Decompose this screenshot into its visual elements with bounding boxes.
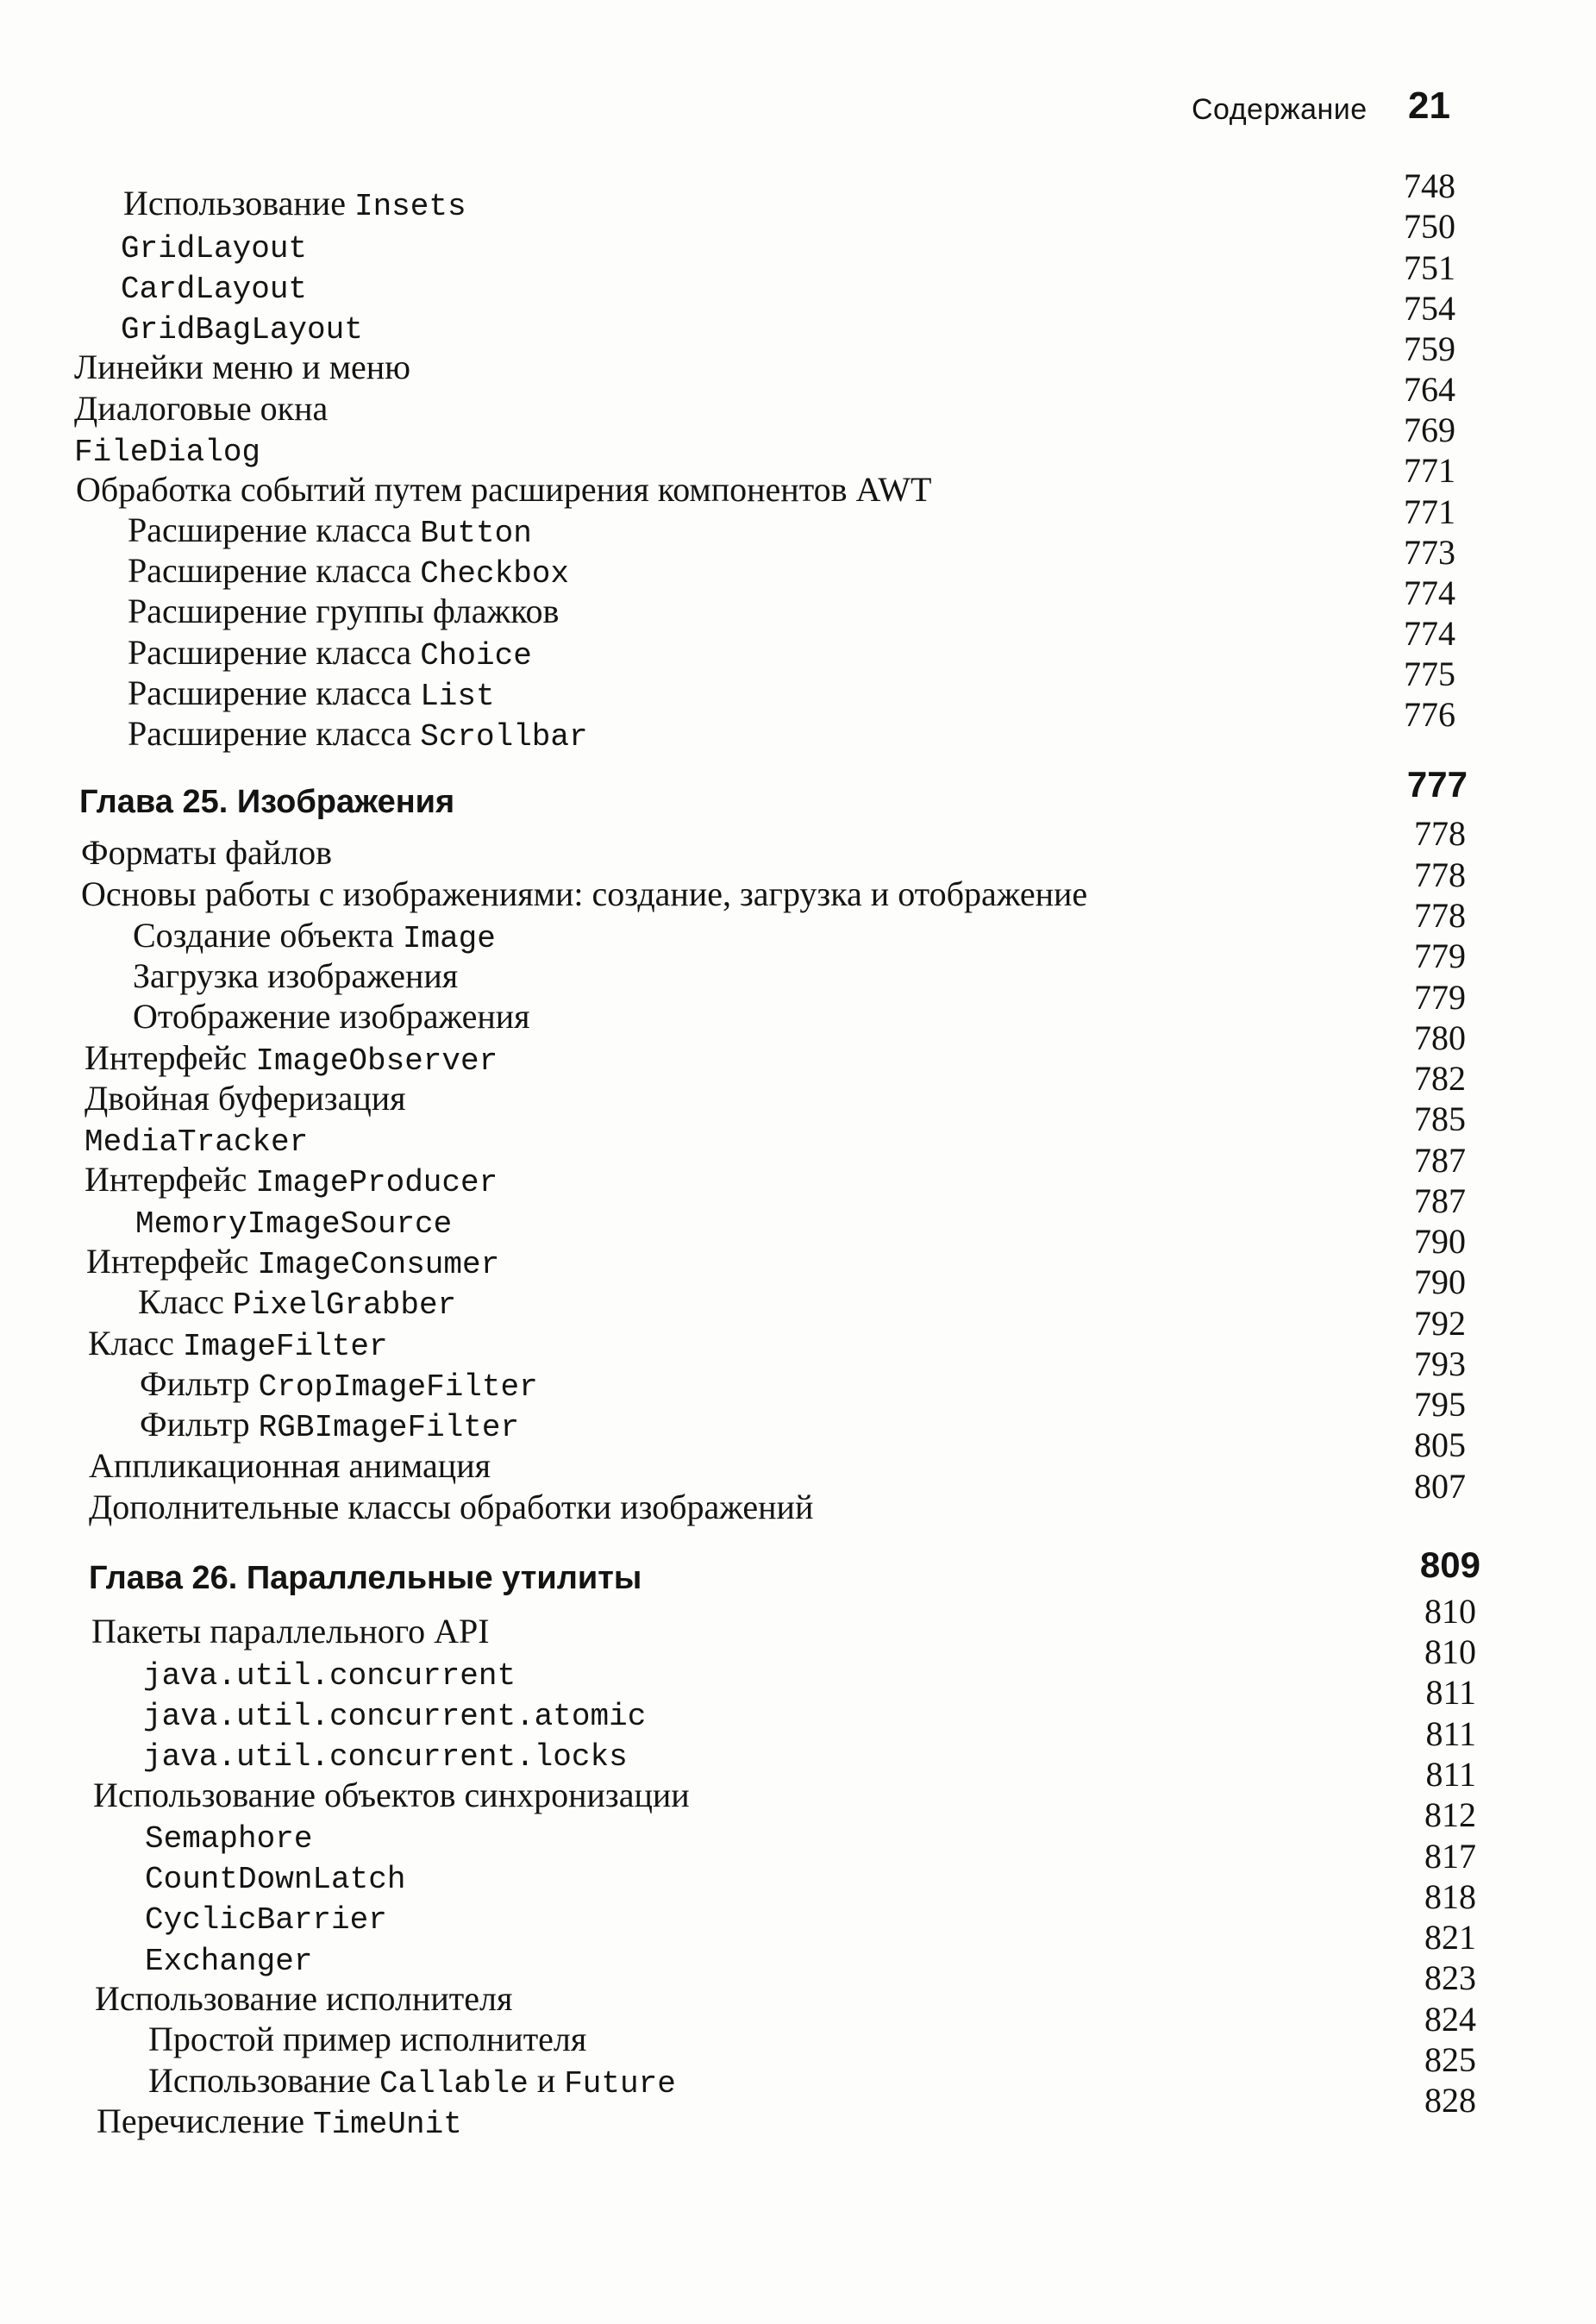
toc-entry-text: Фильтр xyxy=(140,1405,259,1444)
toc-entry-text: Аппликационная анимация xyxy=(89,1446,491,1485)
toc-entry-code: GridBagLayout xyxy=(121,312,363,348)
toc-page-number: 751 xyxy=(1404,248,1455,287)
toc-entry xyxy=(81,832,332,874)
toc-entry xyxy=(128,673,495,714)
toc-entry xyxy=(86,1241,499,1282)
toc-entry-text: Дополнительные классы обработки изображений xyxy=(89,1488,814,1526)
toc-entry-text: Класс xyxy=(88,1324,183,1362)
toc-entry xyxy=(145,1856,405,1897)
toc-entry-text: Загрузка изображения xyxy=(133,956,459,995)
toc-page-number: 764 xyxy=(1404,370,1455,409)
toc-entry xyxy=(143,1652,516,1694)
chapter-26-page: 809 xyxy=(1419,1544,1480,1585)
toc-entry-text: Основы работы с изображениями: создание, загрузка и отображение xyxy=(81,874,1088,913)
toc-entry-code: CountDownLatch xyxy=(145,1862,406,1897)
toc-page-number: 779 xyxy=(1414,936,1466,975)
toc-entry xyxy=(133,996,530,1037)
toc-entry-code: Image xyxy=(402,921,496,956)
toc-entry xyxy=(97,2101,462,2142)
toc-page-number: 823 xyxy=(1424,1958,1476,1997)
toc-entry-code: MediaTracker xyxy=(84,1124,309,1160)
toc-entry-code: Insets xyxy=(354,189,466,224)
toc-entry-text: Простой пример исполнителя xyxy=(148,2020,587,2058)
toc-entry xyxy=(121,225,307,266)
toc-entry-text: Перечисление xyxy=(97,2102,313,2140)
toc-entry-code: FileDialog xyxy=(74,435,261,470)
toc-entry-text: Двойная буферизация xyxy=(84,1079,406,1118)
toc-entry-text: Линейки меню и меню xyxy=(74,348,411,386)
toc-entry-code: Callable xyxy=(379,2066,529,2102)
toc-entry-text: Использование xyxy=(148,2061,379,2100)
toc-page-number: 790 xyxy=(1414,1222,1466,1261)
toc-entry-text: Фильтр xyxy=(140,1364,259,1403)
toc-entry-text: Интерфейс xyxy=(86,1242,258,1281)
toc-page-number: 825 xyxy=(1424,2040,1476,2079)
toc-entry xyxy=(89,1487,813,1528)
toc-entry xyxy=(121,266,307,307)
toc-entry-text: Использование исполнителя xyxy=(95,1979,513,2018)
toc-page-number: 780 xyxy=(1414,1018,1466,1057)
toc-entry xyxy=(84,1037,498,1079)
toc-page-number: 811 xyxy=(1425,1755,1476,1794)
toc-entry xyxy=(145,1815,312,1857)
toc-page-number: 824 xyxy=(1424,2000,1476,2039)
toc-page-number: 821 xyxy=(1424,1918,1476,1957)
toc-page-number: 750 xyxy=(1404,207,1455,246)
toc-entry xyxy=(133,955,458,997)
toc-entry xyxy=(123,183,466,224)
toc-entry-code: java.util.concurrent xyxy=(143,1658,516,1694)
toc-page-number: 785 xyxy=(1414,1099,1466,1138)
toc-page-number: 771 xyxy=(1404,492,1455,531)
toc-entry-text: Расширение класса xyxy=(128,551,421,590)
toc-entry-text: Расширение класса xyxy=(128,511,421,549)
toc-page-number: 748 xyxy=(1404,166,1455,205)
toc-page-number: 812 xyxy=(1424,1795,1476,1834)
toc-entry xyxy=(121,306,363,348)
toc-entry-text: Диалоговые окна xyxy=(74,389,329,428)
toc-entry xyxy=(128,713,588,755)
toc-entry xyxy=(145,1896,387,1938)
toc-entry-text: Интерфейс xyxy=(84,1038,256,1077)
toc-page-number: 810 xyxy=(1424,1592,1476,1631)
toc-page-number: 793 xyxy=(1414,1344,1466,1383)
toc-entry-code: java.util.concurrent.atomic xyxy=(143,1699,647,1734)
toc-entry xyxy=(140,1404,519,1445)
chapter-25-page: 777 xyxy=(1406,764,1468,805)
toc-page-number: 771 xyxy=(1404,451,1455,490)
toc-page-number: 817 xyxy=(1424,1837,1476,1876)
toc-entry xyxy=(128,550,569,592)
toc-entry-code: Choice xyxy=(420,638,532,673)
toc-page-number: 778 xyxy=(1414,814,1466,853)
toc-entry-code: Exchanger xyxy=(145,1944,313,1979)
toc-entry-text: Пакеты параллельного API xyxy=(91,1612,490,1651)
toc-entry xyxy=(74,347,410,388)
toc-page-number: 776 xyxy=(1404,695,1455,734)
toc-page-number: 828 xyxy=(1424,2081,1476,2120)
chapter-26-title: Глава 26. Параллельные утилиты xyxy=(89,1560,642,1596)
toc-page-number: 811 xyxy=(1425,1673,1476,1712)
toc-entry xyxy=(76,469,931,511)
toc-page-number: 773 xyxy=(1404,533,1455,572)
toc-entry-code: ImageFilter xyxy=(182,1329,388,1364)
toc-entry-code: ImageProducer xyxy=(255,1165,498,1200)
toc-entry-text: Использование xyxy=(123,184,354,222)
toc-page-number: 805 xyxy=(1414,1425,1466,1464)
toc-entry-text: Класс xyxy=(138,1282,233,1321)
toc-page-number: 795 xyxy=(1414,1385,1466,1424)
toc-page-number: 774 xyxy=(1404,614,1455,653)
toc-entry xyxy=(128,510,532,551)
toc-entry-text: Расширение группы флажков xyxy=(128,592,560,630)
toc-entry-code: Future xyxy=(564,2066,676,2102)
toc-entry-code: java.util.concurrent.locks xyxy=(143,1739,628,1775)
toc-entry-code: TimeUnit xyxy=(312,2107,462,2142)
toc-entry xyxy=(143,1733,628,1775)
toc-page-number: 811 xyxy=(1425,1714,1476,1753)
toc-entry xyxy=(84,1159,498,1200)
running-header-section: Содержание xyxy=(1192,93,1368,126)
toc-page-number: 778 xyxy=(1414,896,1466,935)
toc-page-number: 782 xyxy=(1414,1059,1466,1098)
toc-entry xyxy=(140,1363,538,1405)
toc-entry-code: List xyxy=(420,679,495,714)
toc-page-number: 759 xyxy=(1404,329,1455,368)
toc-entry-text: Отображение изображения xyxy=(133,997,530,1036)
toc-entry-text: Создание объекта xyxy=(133,916,403,955)
toc-entry-code: Semaphore xyxy=(145,1821,313,1857)
toc-entry-text: Обработка событий путем расширения компонентов AWT xyxy=(76,470,932,509)
running-header-page-number: 21 xyxy=(1408,85,1450,127)
toc-entry xyxy=(128,591,559,632)
toc-page-number: 774 xyxy=(1404,573,1455,612)
toc-entry-text: Расширение класса xyxy=(128,673,421,712)
toc-entry xyxy=(133,915,496,956)
toc-entry-code: PixelGrabber xyxy=(232,1287,457,1323)
toc-page-number: 807 xyxy=(1414,1467,1466,1506)
toc-entry xyxy=(95,1978,512,2020)
toc-entry-code: CyclicBarrier xyxy=(145,1902,387,1938)
toc-page-number: 775 xyxy=(1404,655,1455,693)
toc-entry-code: GridLayout xyxy=(121,231,308,266)
toc-page-number: 778 xyxy=(1414,855,1466,894)
toc-entry-text: Интерфейс xyxy=(84,1160,256,1199)
toc-entry-code: CardLayout xyxy=(121,272,308,307)
toc-entry-code: MemoryImageSource xyxy=(135,1206,453,1242)
toc-entry xyxy=(74,388,328,429)
toc-page-number: 787 xyxy=(1414,1141,1466,1180)
toc-entry-code: RGBImageFilter xyxy=(258,1410,520,1445)
toc-entry xyxy=(81,874,1087,915)
toc-entry xyxy=(74,429,260,470)
toc-entry-text: Использование объектов синхронизации xyxy=(93,1776,690,1814)
toc-entry-code: CropImageFilter xyxy=(258,1369,538,1405)
toc-page-number: 790 xyxy=(1414,1262,1466,1301)
toc-entry-code: ImageConsumer xyxy=(257,1247,500,1282)
toc-entry-text: Расширение класса xyxy=(128,633,421,672)
toc-entry xyxy=(138,1281,456,1323)
toc-page-number: 787 xyxy=(1414,1181,1466,1220)
toc-page-number: 810 xyxy=(1424,1632,1476,1671)
toc-entry-code: Button xyxy=(420,516,532,551)
toc-entry-code: Scrollbar xyxy=(420,719,588,755)
toc-entry xyxy=(148,2060,676,2102)
toc-entry-code: ImageObserver xyxy=(255,1043,498,1079)
toc-entry xyxy=(91,1611,490,1652)
toc-page-number: 792 xyxy=(1414,1304,1466,1343)
toc-entry xyxy=(88,1323,388,1364)
toc-entry xyxy=(84,1118,308,1160)
toc-entry xyxy=(145,1938,312,1979)
toc-entry-text: Расширение класса xyxy=(128,714,421,753)
toc-entry xyxy=(135,1200,452,1242)
toc-page-number: 769 xyxy=(1404,410,1455,449)
toc-page-number: 754 xyxy=(1404,289,1455,328)
toc-entry xyxy=(93,1775,690,1816)
toc-page-number: 818 xyxy=(1424,1877,1476,1916)
toc-entry xyxy=(84,1078,406,1119)
toc-entry-text: и xyxy=(528,2061,565,2100)
toc-entry-text: Форматы файлов xyxy=(81,833,333,872)
toc-entry-code: Checkbox xyxy=(420,556,570,592)
toc-entry xyxy=(148,2019,586,2060)
toc-entry xyxy=(143,1693,646,1734)
toc-entry xyxy=(89,1445,491,1487)
toc-entry xyxy=(128,632,532,673)
toc-page-number: 779 xyxy=(1414,978,1466,1017)
chapter-25-title: Глава 25. Изображения xyxy=(79,784,455,820)
